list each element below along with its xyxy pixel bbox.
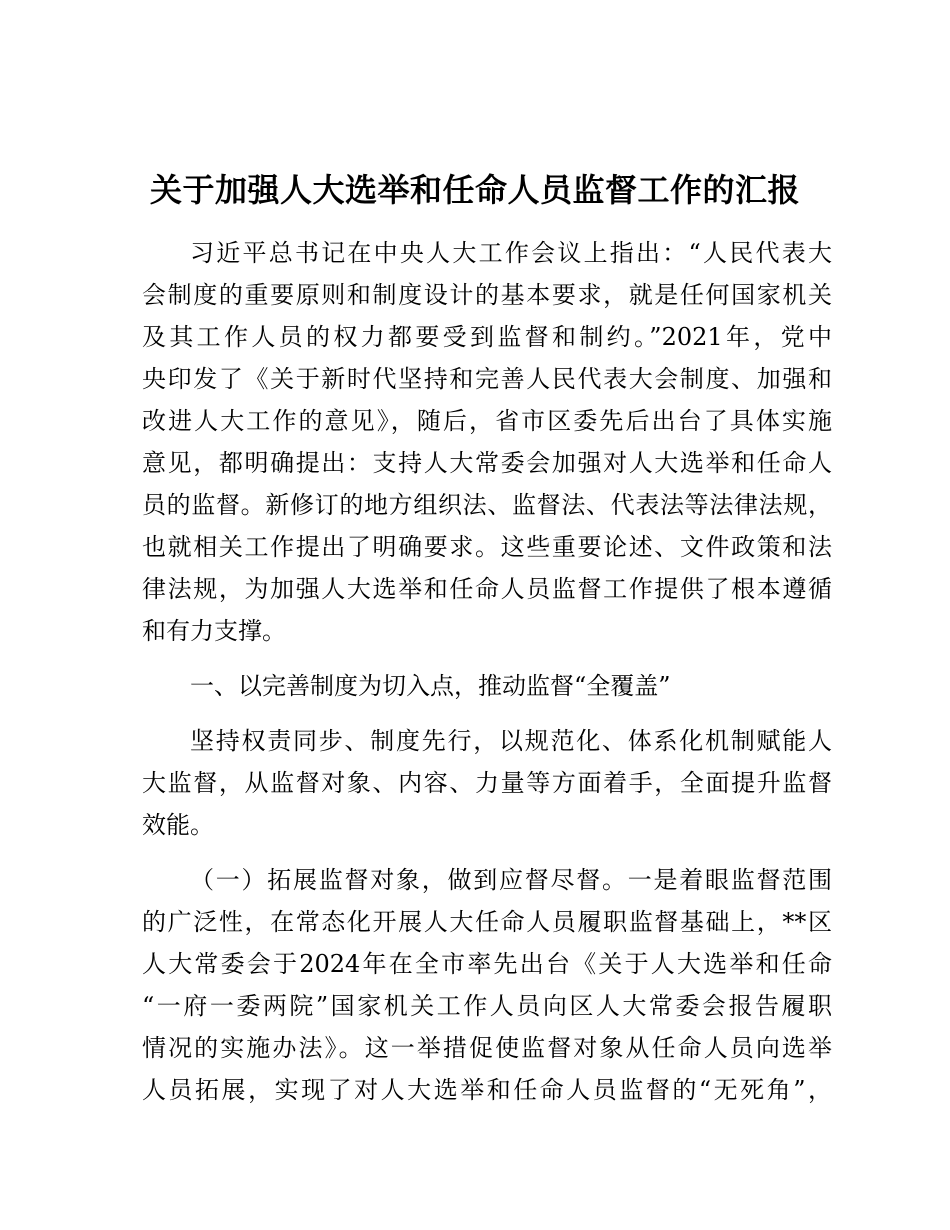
paragraph-1-line-7: 员的监督。新修订的地方组织法、监督法、代表法等法律法规， [142, 491, 832, 519]
paragraph-2-line-1: 坚持权责同步、制度先行，以规范化、体系化机制赋能人 [190, 727, 832, 755]
paragraph-1-line-1: 习近平总书记在中央人大工作会议上指出：“人民代表大 [190, 239, 832, 267]
document-title: 关于加强人大选举和任命人员监督工作的汇报 [149, 171, 800, 209]
section-heading-1: 一、以完善制度为切入点，推动监督“全覆盖” [190, 672, 671, 700]
paragraph-1-line-5: 改进人大工作的意见》，随后，省市区委先后出台了具体实施 [142, 407, 832, 435]
paragraph-1-line-10: 和有力支撑。 [142, 617, 286, 645]
paragraph-1-line-3: 及其工作人员的权力都要受到监督和制约。”2021年，党中 [142, 323, 832, 351]
paragraph-3-line-3: 人大常委会于2024年在全市率先出台《关于人大选举和任命 [142, 950, 832, 978]
paragraph-3-line-4: “一府一委两院”国家机关工作人员向区人大常委会报告履职 [142, 992, 832, 1020]
paragraph-2-line-3: 效能。 [142, 811, 214, 839]
paragraph-1-line-4: 央印发了《关于新时代坚持和完善人民代表大会制度、加强和 [142, 365, 832, 393]
paragraph-3-line-1: （一）拓展监督对象，做到应督尽督。一是着眼监督范围 [190, 866, 832, 894]
paragraph-3-line-6: 人员拓展，实现了对人大选举和任命人员监督的“无死角”， [142, 1076, 832, 1104]
paragraph-1-line-2: 会制度的重要原则和制度设计的基本要求，就是任何国家机关 [142, 281, 832, 309]
paragraph-3-line-2: 的广泛性，在常态化开展人大任命人员履职监督基础上，**区 [142, 908, 832, 936]
paragraph-3-line-5: 情况的实施办法》。这一举措促使监督对象从任命人员向选举 [142, 1034, 832, 1062]
paragraph-1-line-9: 律法规，为加强人大选举和任命人员监督工作提供了根本遵循 [142, 575, 832, 603]
paragraph-1-line-8: 也就相关工作提出了明确要求。这些重要论述、文件政策和法 [142, 533, 832, 561]
paragraph-2-line-2: 大监督，从监督对象、内容、力量等方面着手，全面提升监督 [142, 769, 832, 797]
paragraph-1-line-6: 意见，都明确提出：支持人大常委会加强对人大选举和任命人 [142, 449, 832, 477]
